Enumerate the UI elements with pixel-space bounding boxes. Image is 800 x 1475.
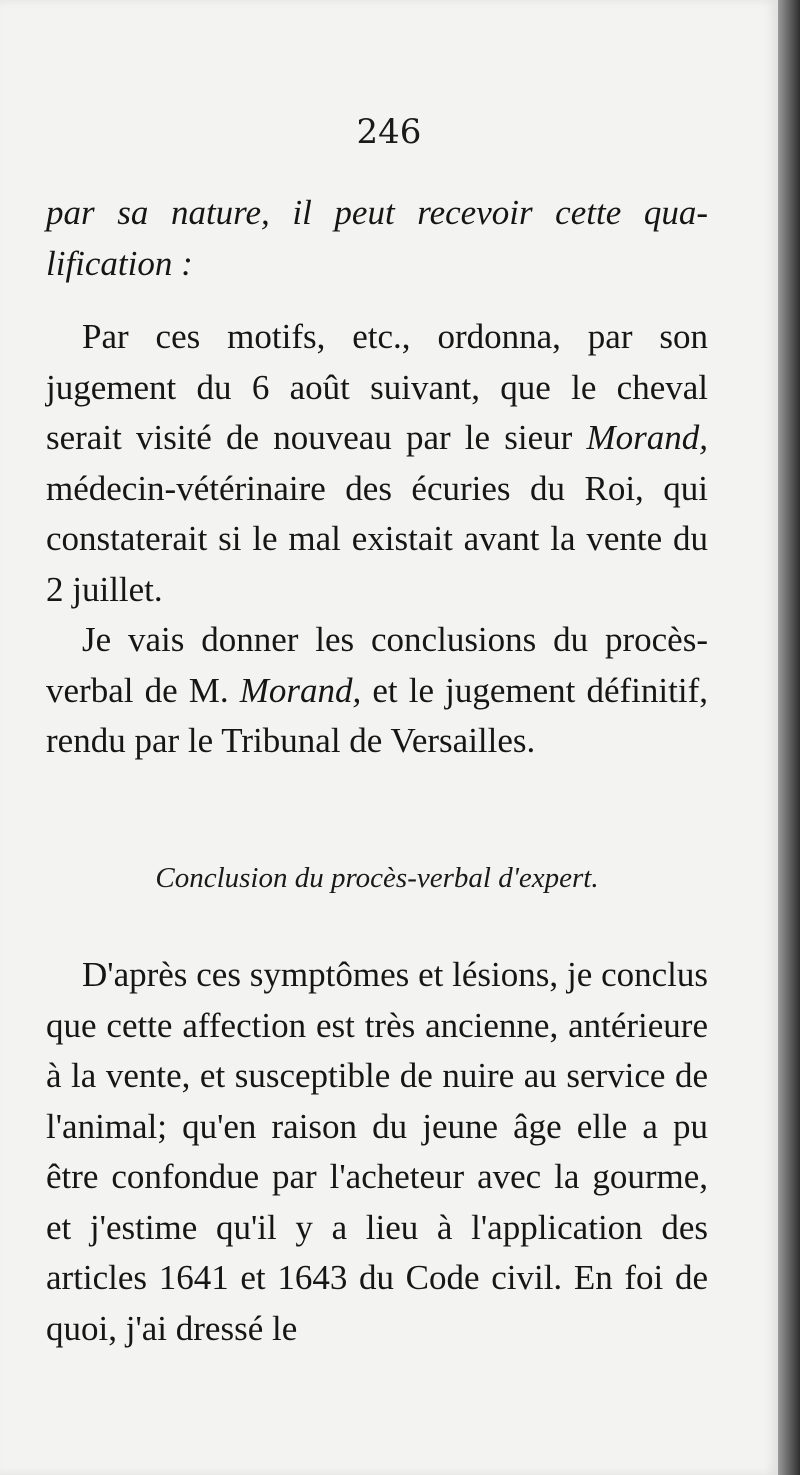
paragraph-conclusions-start: Je vais donner les conclusions du procès-verbal de M. <box>46 620 708 710</box>
paragraph-conclusions <box>46 615 708 767</box>
paragraph-conclusions-end: et le jugement définitif, rendu par le Tribunal de Versailles. <box>46 670 708 760</box>
paragraph-motifs-start: Par ces motifs, etc., ordonna, par son jugement du 6 août suivant, que le cheval serait visité de nouveau par le sieur <box>46 317 708 457</box>
page-number: 246 <box>356 112 422 152</box>
name-morand: Morand, <box>239 670 362 710</box>
paragraph-motifs <box>46 312 708 615</box>
intro-italic-text: par sa nature, il peut recevoir cette qua-lification : <box>46 193 708 283</box>
paragraph-motifs-end: médecin-vétérinaire des écuries du Roi, qui constaterait si le mal existait avant la vente du 2 juillet. <box>46 468 708 609</box>
section-heading: Conclusion du procès-verbal d'expert. <box>155 862 599 894</box>
name-morand: Morand, <box>586 418 708 457</box>
intro-block <box>46 188 708 289</box>
page-edge-shadow <box>778 0 800 1475</box>
conclusion-paragraph: D'après ces symptômes et lésions, je conclus que cette affection est très ancienne, antérieure à la vente, et susceptible de nuire au service de l'animal; qu'en raison du jeune âge elle a pu être confondue par l'acheteur avec la gourme, et j'estime qu'il y a lieu à l'application des articles 1641 et 1643 du Code civil. En foi de quoi, j'ai dressé le <box>46 955 708 1348</box>
conclusion-block <box>46 950 708 1354</box>
body-block <box>46 312 708 767</box>
